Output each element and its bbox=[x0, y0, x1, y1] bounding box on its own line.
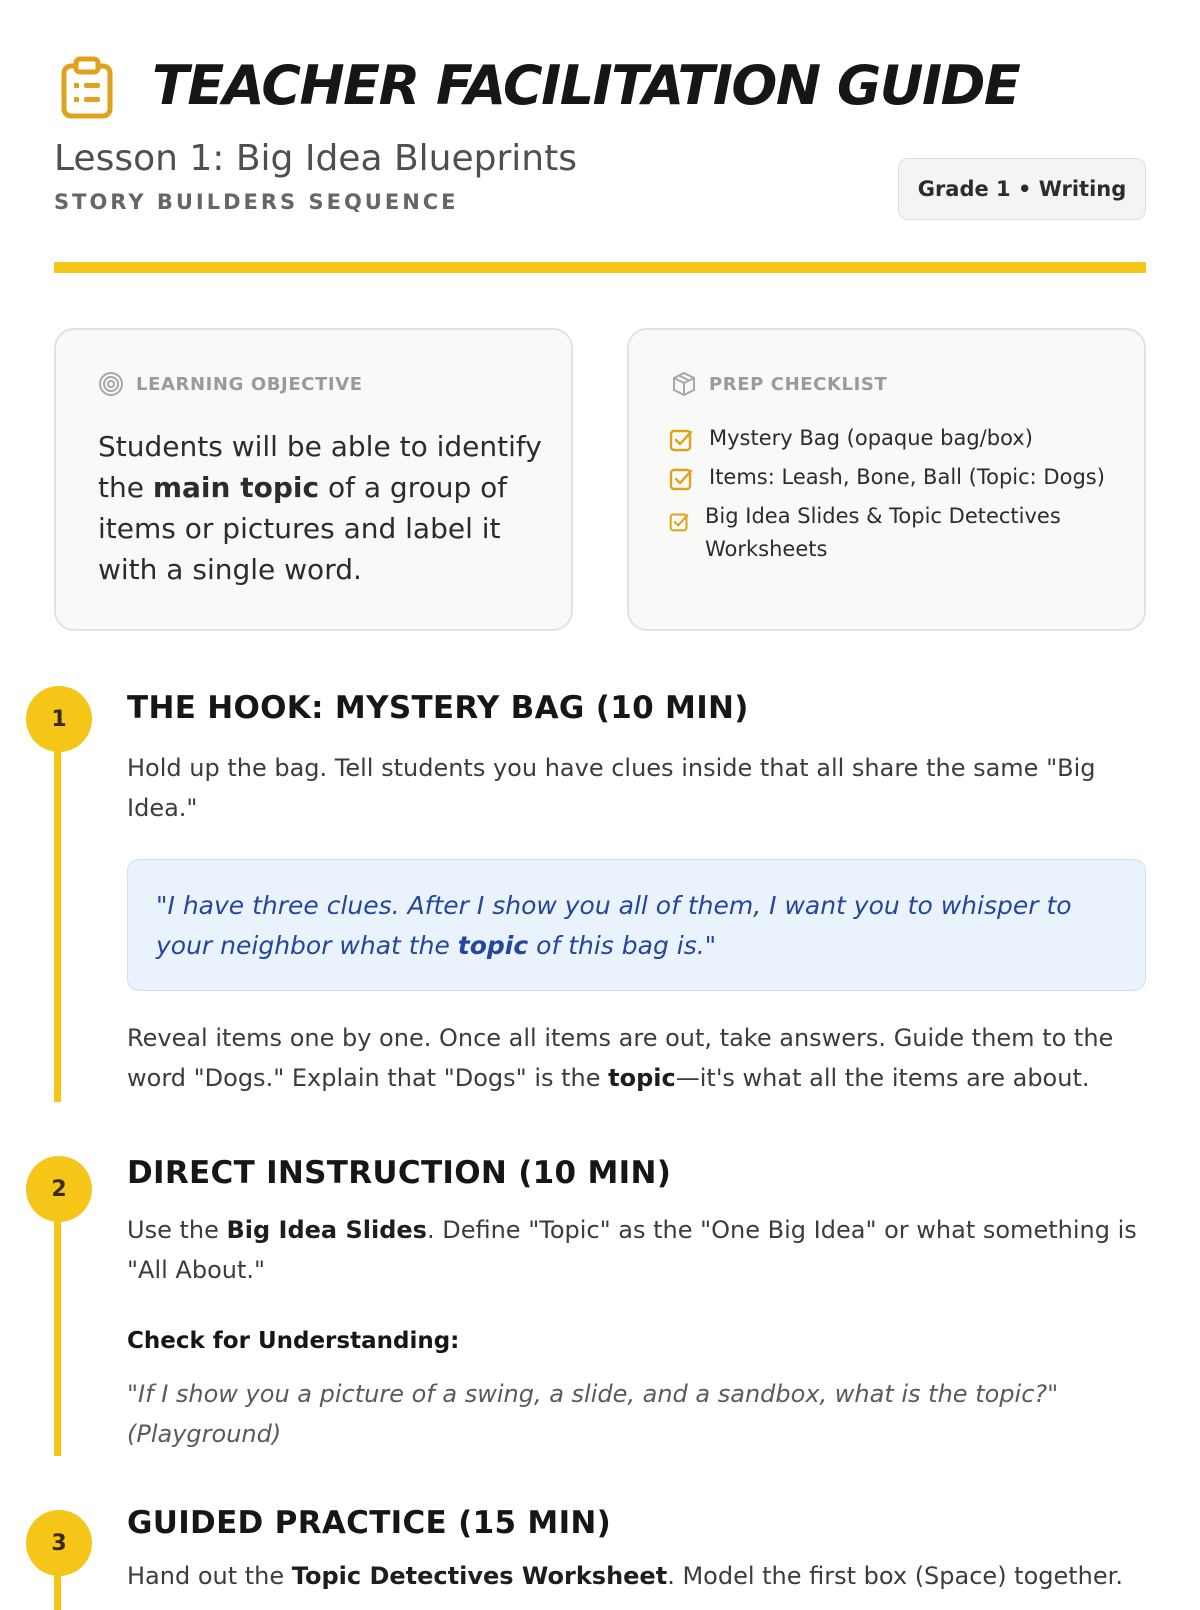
lesson-title: Lesson 1: Big Idea Blueprints bbox=[54, 138, 577, 179]
step-1-intro: Hold up the bag. Tell students you have clues inside that all share the same "Big Idea." bbox=[127, 754, 1096, 822]
step-2-number: 2 bbox=[26, 1156, 92, 1222]
step-2-intro: Use the Big Idea Slides. Define "Topic" as the "One Big Idea" or what something is "All About." bbox=[127, 1216, 1137, 1284]
step-1-number: 1 bbox=[26, 686, 92, 752]
learning-objective-card bbox=[54, 328, 573, 631]
step-1-timeline bbox=[54, 726, 61, 1102]
step-1-title: THE HOOK: MYSTERY BAG (10 MIN) bbox=[127, 690, 749, 726]
step-1-quote: "I have three clues. After I show you all of them, I want you to whisper to your neighbor what the topic of this bag is." bbox=[127, 859, 1146, 991]
check-understanding-heading: Check for Understanding: bbox=[127, 1328, 460, 1354]
page-header bbox=[54, 52, 1146, 128]
prep-item: Mystery Bag (opaque bag/box) bbox=[669, 422, 1119, 455]
step-2-timeline bbox=[54, 1196, 61, 1456]
grade-badge: Grade 1 • Writing bbox=[898, 158, 1146, 220]
box-icon bbox=[671, 371, 697, 397]
clipboard-icon bbox=[60, 56, 114, 120]
objective-label: LEARNING OBJECTIVE bbox=[136, 374, 363, 395]
prep-list bbox=[669, 422, 1119, 572]
step-3-title: GUIDED PRACTICE (15 MIN) bbox=[127, 1505, 612, 1541]
check-understanding-text: "If I show you a picture of a swing, a slide, and a sandbox, what is the topic?" (Playground) bbox=[127, 1380, 1059, 1448]
prep-checklist-card bbox=[627, 328, 1146, 631]
checked-box-icon bbox=[669, 467, 693, 491]
prep-item: Big Idea Slides & Topic Detectives Worksheets bbox=[669, 500, 1119, 566]
step-1-outro: Reveal items one by one. Once all items are out, take answers. Guide them to the word "Dogs." Explain that "Dogs" is the topic—it's what all the items are about. bbox=[127, 1024, 1114, 1092]
header-divider bbox=[54, 262, 1146, 273]
prep-label: PREP CHECKLIST bbox=[709, 374, 888, 395]
step-3-intro: Hand out the Topic Detectives Worksheet. Model the first box (Space) together. bbox=[127, 1562, 1123, 1590]
checked-box-icon bbox=[669, 428, 693, 452]
step-2-title: DIRECT INSTRUCTION (10 MIN) bbox=[127, 1155, 672, 1191]
sequence-label: STORY BUILDERS SEQUENCE bbox=[54, 190, 459, 214]
step-3-number: 3 bbox=[26, 1510, 92, 1576]
objective-text: Students will be able to identify the main topic of a group of items or pictures and label it with a single word. bbox=[98, 430, 542, 586]
checked-box-icon bbox=[669, 512, 689, 532]
prep-item: Items: Leash, Bone, Ball (Topic: Dogs) bbox=[669, 461, 1119, 494]
page-title: TEACHER FACILITATION GUIDE bbox=[152, 54, 1020, 117]
target-icon bbox=[98, 371, 124, 397]
